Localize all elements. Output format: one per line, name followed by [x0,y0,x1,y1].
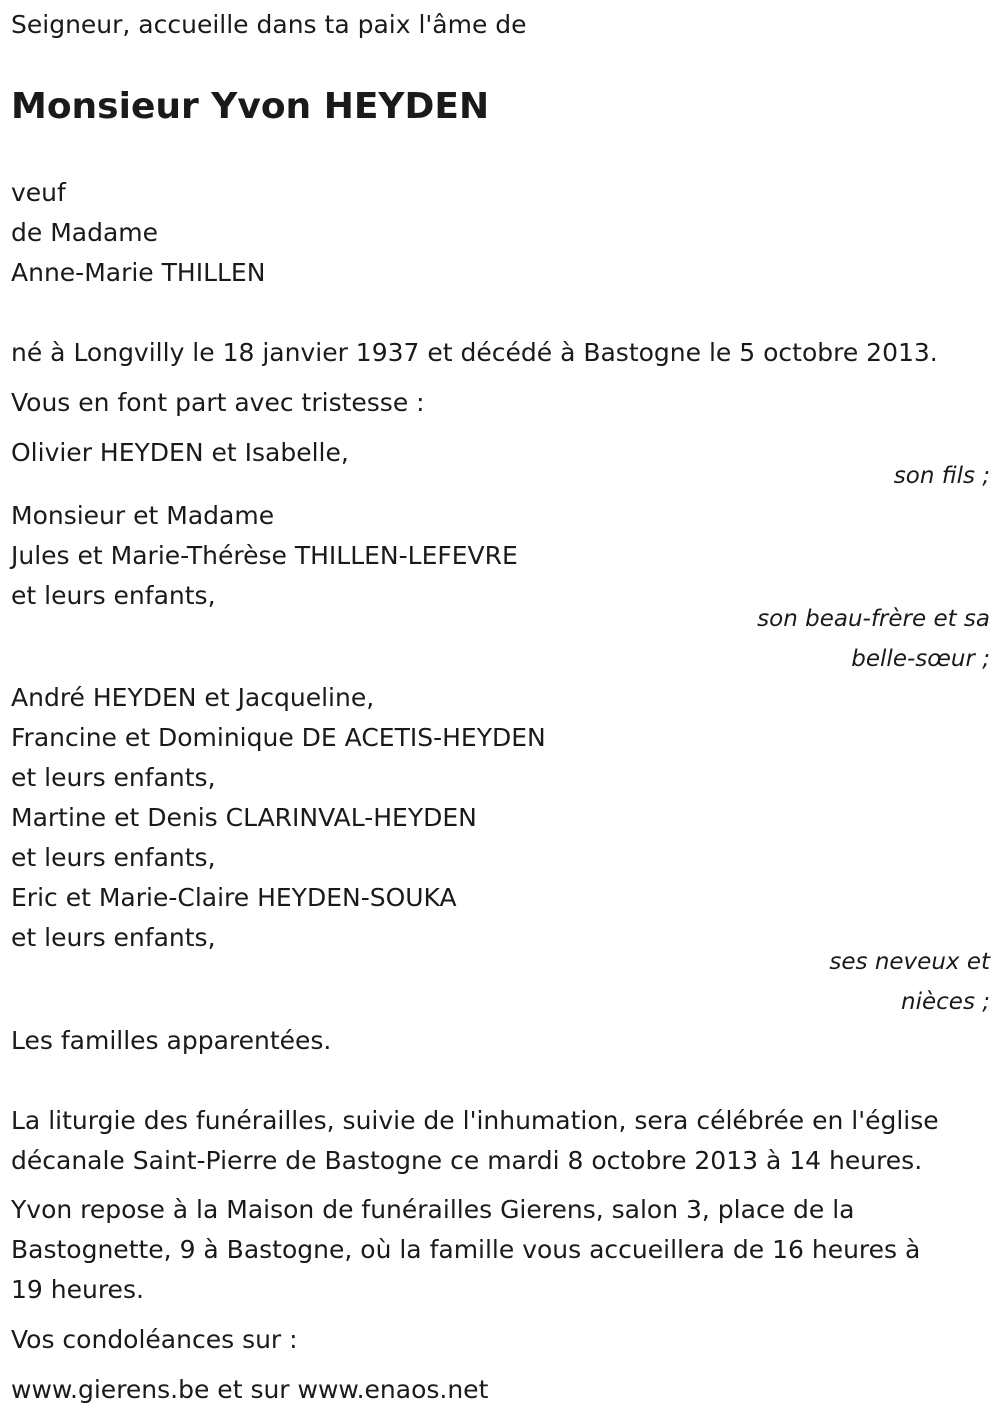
funeral-line: La liturgie des funérailles, suivie de l'inhumation, sera célébrée en l'église [11,1106,939,1135]
announce-text: Vous en font part avec tristesse : [11,388,425,417]
family-role: son fils ; [893,463,990,489]
spouse-line: veuf [11,178,66,207]
family-name-line: Jules et Marie-Thérèse THILLEN-LEFEVRE [11,541,518,570]
intro-text: Seigneur, accueille dans ta paix l'âme de [11,10,527,39]
deceased-name: Monsieur Yvon HEYDEN [11,86,490,127]
family-role: nièces ; [901,989,990,1015]
family-name-line: et leurs enfants, [11,763,216,792]
family-name-line: et leurs enfants, [11,923,216,952]
repose-line: 19 heures. [11,1275,144,1304]
websites-text: www.gierens.be et sur www.enaos.net [11,1375,489,1404]
family-role: son beau-frère et sa [757,606,990,632]
family-name-line: Eric et Marie-Claire HEYDEN-SOUKA [11,883,457,912]
family-name-line: Martine et Denis CLARINVAL-HEYDEN [11,803,477,832]
repose-line: Yvon repose à la Maison de funérailles Gierens, salon 3, place de la [11,1195,855,1224]
family-role: ses neveux et [829,949,990,975]
family-name-line: Monsieur et Madame [11,501,275,530]
condolences-label: Vos condoléances sur : [11,1325,298,1354]
birth-death-text: né à Longvilly le 18 janvier 1937 et décédé à Bastogne le 5 octobre 2013. [11,338,938,367]
repose-line: Bastognette, 9 à Bastogne, où la famille vous accueillera de 16 heures à [11,1235,921,1264]
funeral-line: décanale Saint-Pierre de Bastogne ce mardi 8 octobre 2013 à 14 heures. [11,1146,923,1175]
family-role: belle-sœur ; [851,646,990,672]
spouse-line: Anne-Marie THILLEN [11,258,266,287]
family-name-line: Olivier HEYDEN et Isabelle, [11,438,349,467]
spouse-line: de Madame [11,218,159,247]
relatives-text: Les familles apparentées. [11,1026,332,1055]
family-name-line: et leurs enfants, [11,843,216,872]
family-name-line: et leurs enfants, [11,581,216,610]
family-name-line: Francine et Dominique DE ACETIS-HEYDEN [11,723,546,752]
family-name-line: André HEYDEN et Jacqueline, [11,683,375,712]
